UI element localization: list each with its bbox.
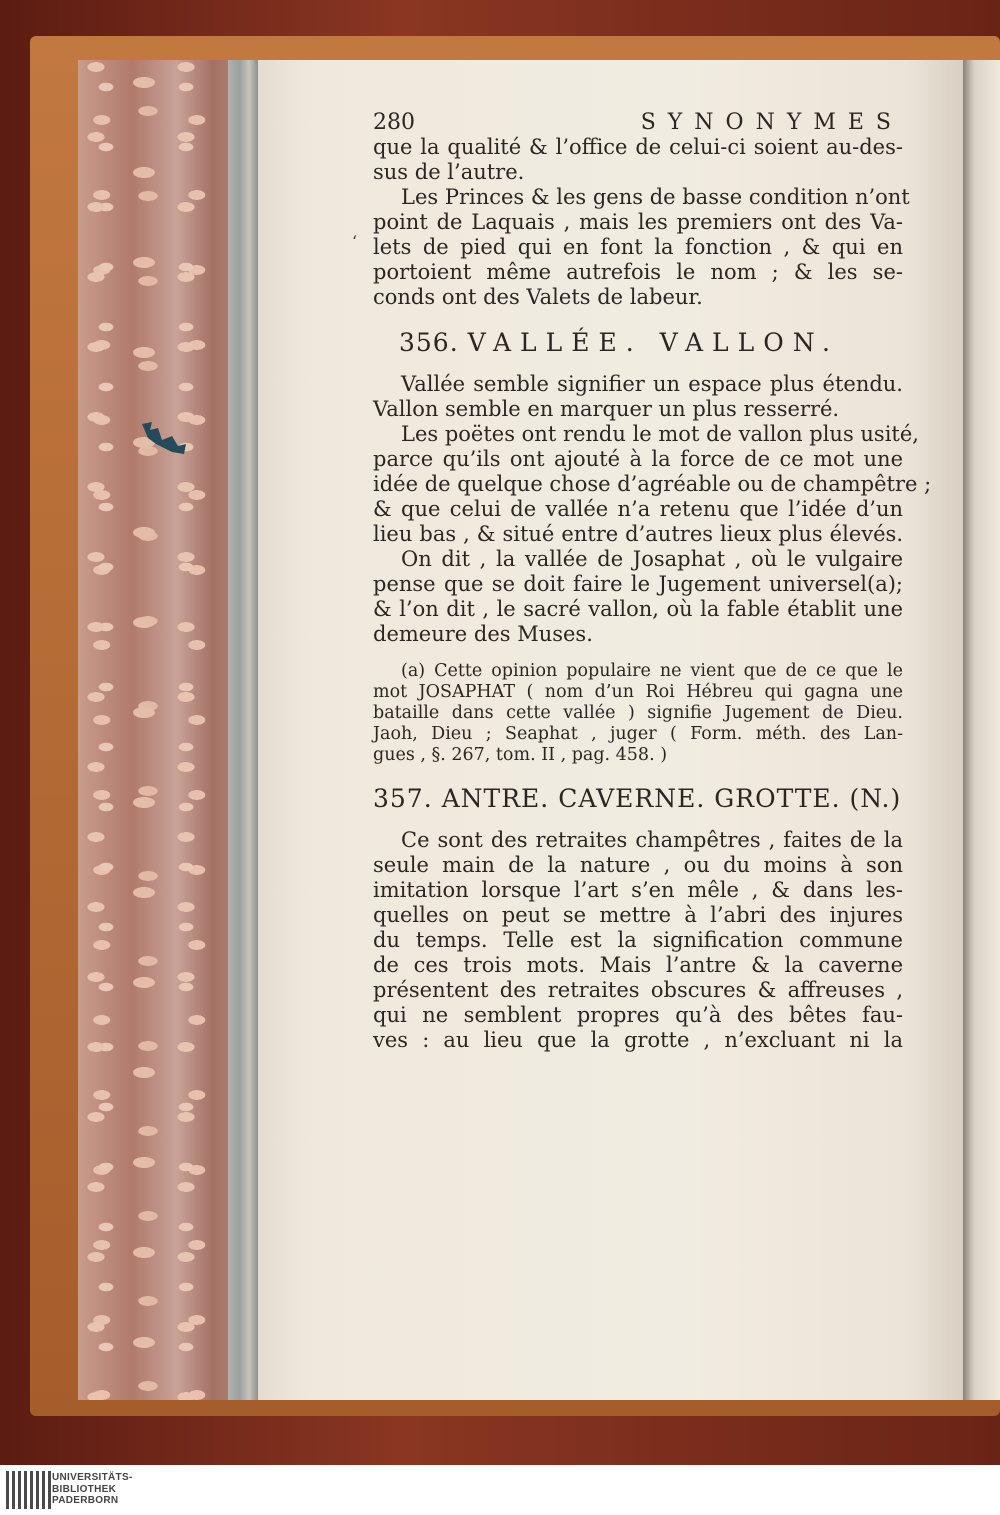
text-line: que la qualité & l’office de celui-ci soient au-des-: [373, 135, 903, 159]
margin-mark: ‘: [352, 232, 358, 251]
text-line: imitation lorsque l’art s’en mêle , & dans les-: [373, 878, 903, 902]
text-line: lets de pied qui en font la fonction , & qui en: [373, 235, 903, 259]
text-line: pense que se doit faire le Jugement universel(a);: [373, 572, 903, 596]
ink-stain-icon: [138, 418, 190, 458]
text-line: On dit , la vallée de Josaphat , où le vulgaire: [401, 547, 903, 571]
text-line: ves : au lieu que la grotte , n’excluant ni la: [373, 1028, 903, 1052]
page-number: 280: [373, 110, 415, 135]
library-name-line: PADERBORN: [52, 1495, 119, 1506]
library-footer: [0, 1465, 1000, 1515]
text-line: présentent des retraites obscures & affreuses ,: [373, 978, 903, 1002]
paragraph-laquais: [373, 185, 910, 310]
page-text: [373, 110, 932, 1053]
text-line: Les Princes & les gens de basse condition n’ont: [401, 185, 910, 209]
footnote-line: bataille dans cette vallée ) signifie Jugement de Dieu.: [373, 703, 903, 723]
library-name-line: BIBLIOTHEK: [52, 1483, 117, 1495]
text-line: quelles on peut se mettre à l’abri des injures: [373, 903, 903, 927]
text-line: du temps. Telle est la signification commune: [373, 928, 903, 952]
text-line: lieu bas , & situé entre d’autres lieux plus élevés.: [373, 522, 903, 546]
footnote-line: gues , §. 267, tom. II , pag. 458. ): [373, 745, 668, 765]
running-head-title: SYNONYMES: [640, 110, 903, 135]
library-logo-icon: [6, 1471, 51, 1509]
paragraph-continuation: [373, 135, 903, 185]
section-heading-356: [373, 328, 903, 358]
running-head: [373, 110, 903, 135]
facing-page-edge: [963, 60, 1000, 1400]
text-line: Vallée semble signifier un espace plus étendu.: [401, 372, 903, 396]
text-line: point de Laquais , mais les premiers ont des Va-: [373, 210, 903, 234]
text-line: portoient même autrefois le nom ; & les se-: [373, 260, 903, 284]
section-356-body: [373, 372, 932, 647]
page-block-edge: [228, 60, 258, 1400]
text-line: sus de l’autre.: [373, 160, 525, 184]
section-357-body: [373, 828, 903, 1053]
section-number: 356.: [399, 328, 459, 357]
text-line: & l’on dit , le sacré vallon, où la fable établit une: [373, 597, 903, 621]
text-line: seule main de la nature , ou du moins à son: [373, 853, 903, 877]
section-title: VALLÉE. VALLON.: [467, 328, 839, 357]
footnote-line: (a) Cette opinion populaire ne vient que de ce que le: [401, 661, 903, 681]
text-line: qui ne semblent propres qu’à des bêtes fau-: [373, 1003, 903, 1027]
text-line: Les poëtes ont rendu le mot de vallon plus usité,: [401, 422, 919, 446]
text-line: demeure des Muses.: [373, 622, 593, 646]
text-line: idée de quelque chose d’agréable ou de champêtre ;: [373, 472, 932, 496]
library-name-line: UNIVERSITÄTS-: [52, 1472, 133, 1483]
section-number: 357.: [373, 784, 433, 813]
text-line: & que celui de vallée n’a retenu que l’idée d’un: [373, 497, 903, 521]
text-line: Vallon semble en marquer un plus resserré.: [373, 397, 840, 421]
text-line: conds ont des Valets de labeur.: [373, 285, 703, 309]
text-line: de ces trois mots. Mais l’antre & la caverne: [373, 953, 903, 977]
section-heading-357: [373, 784, 903, 814]
footnote-line: Jaoh, Dieu ; Seaphat , juger ( Form. méth. des Lan-: [373, 724, 903, 744]
library-name: [52, 1472, 133, 1507]
footnote-a: [373, 661, 903, 766]
footnote-line: mot JOSAPHAT ( nom d’un Roi Hébreu qui gagna une: [373, 682, 903, 702]
text-line: Ce sont des retraites champêtres , faites de la: [401, 828, 903, 852]
section-title: ANTRE. CAVERNE. GROTTE. (N.): [441, 784, 902, 813]
text-line: parce qu’ils ont ajouté à la force de ce mot une: [373, 447, 903, 471]
